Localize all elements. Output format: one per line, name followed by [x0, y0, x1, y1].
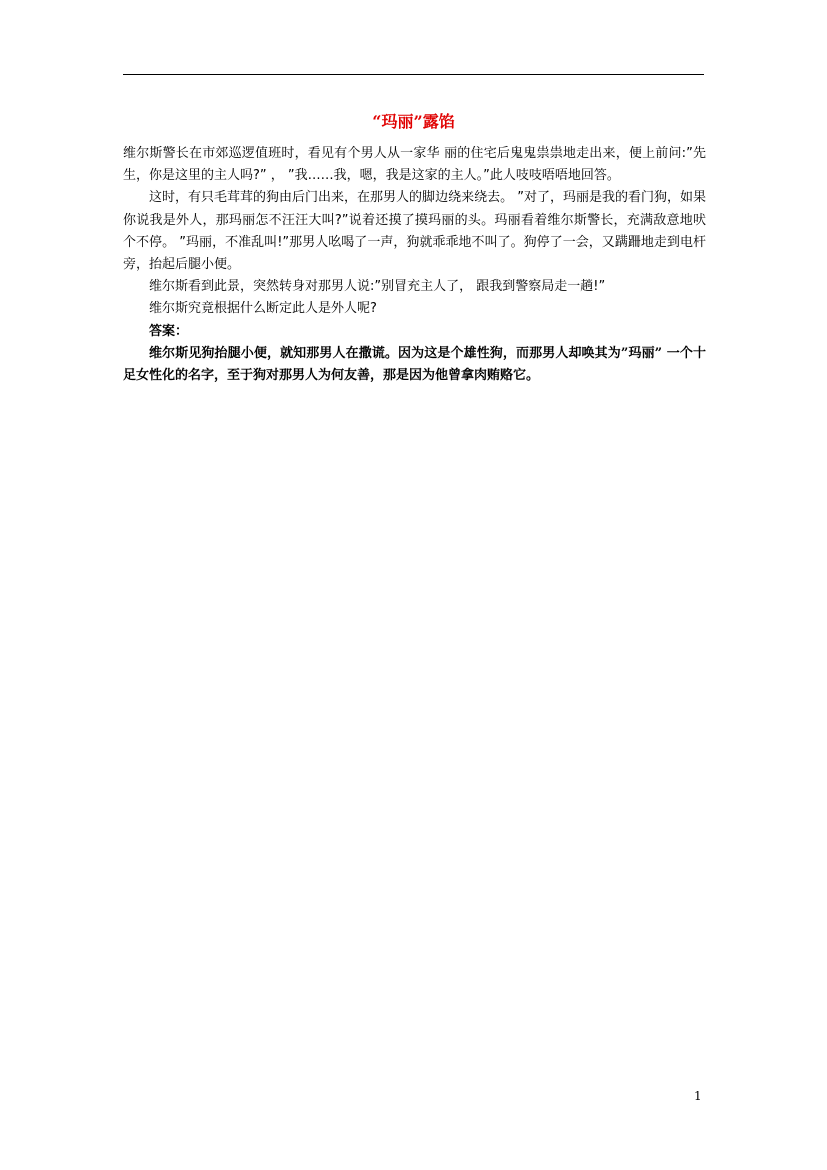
page-number: 1 [694, 1089, 702, 1103]
question: 维尔斯究竟根据什么断定此人是外人呢? [149, 301, 377, 317]
document-title: “玛丽”露馅 [372, 112, 455, 131]
document-body [123, 143, 706, 387]
paragraph-3: 维尔斯看到此景，突然转身对那男人说:”别冒充主人了， 跟我到警察局走一趟!” [149, 279, 606, 295]
answer-label: 答案： [149, 323, 189, 339]
answer-text: 维尔斯见狗抬腿小便，就知那男人在撒谎。因为这是个雄性狗，而那男人却唤其为”玛丽” 一个十足女性化的名字，至于狗对那男人为何友善，那是因为他曾拿肉贿赂它。 [123, 345, 706, 384]
paragraph-1: 维尔斯警长在市郊巡逻值班时，看见有个男人从一家华 丽的住宅后鬼鬼祟祟地走出来，便上前问:”先生，你是这里的主人吗?” ， ”我……我，嗯，我是这家的主人。”此人吱吱唔唔地回答。 [123, 146, 706, 184]
header-rule [123, 74, 704, 75]
paragraph-2: 这时，有只毛茸茸的狗由后门出来，在那男人的脚边绕来绕去。 ”对了，玛丽是我的看门狗，如果你说我是外人，那玛丽怎不汪汪大叫?”说着还摸了摸玛丽的头。玛丽看着维尔斯警长，充满敌意地吠个不停。 ”玛丽，不准乱叫!”那男人吆喝了一声，狗就乖乖地不叫了。狗停了一会，又蹒跚地走到电杆旁，抬起后腿小便。 [123, 190, 706, 273]
